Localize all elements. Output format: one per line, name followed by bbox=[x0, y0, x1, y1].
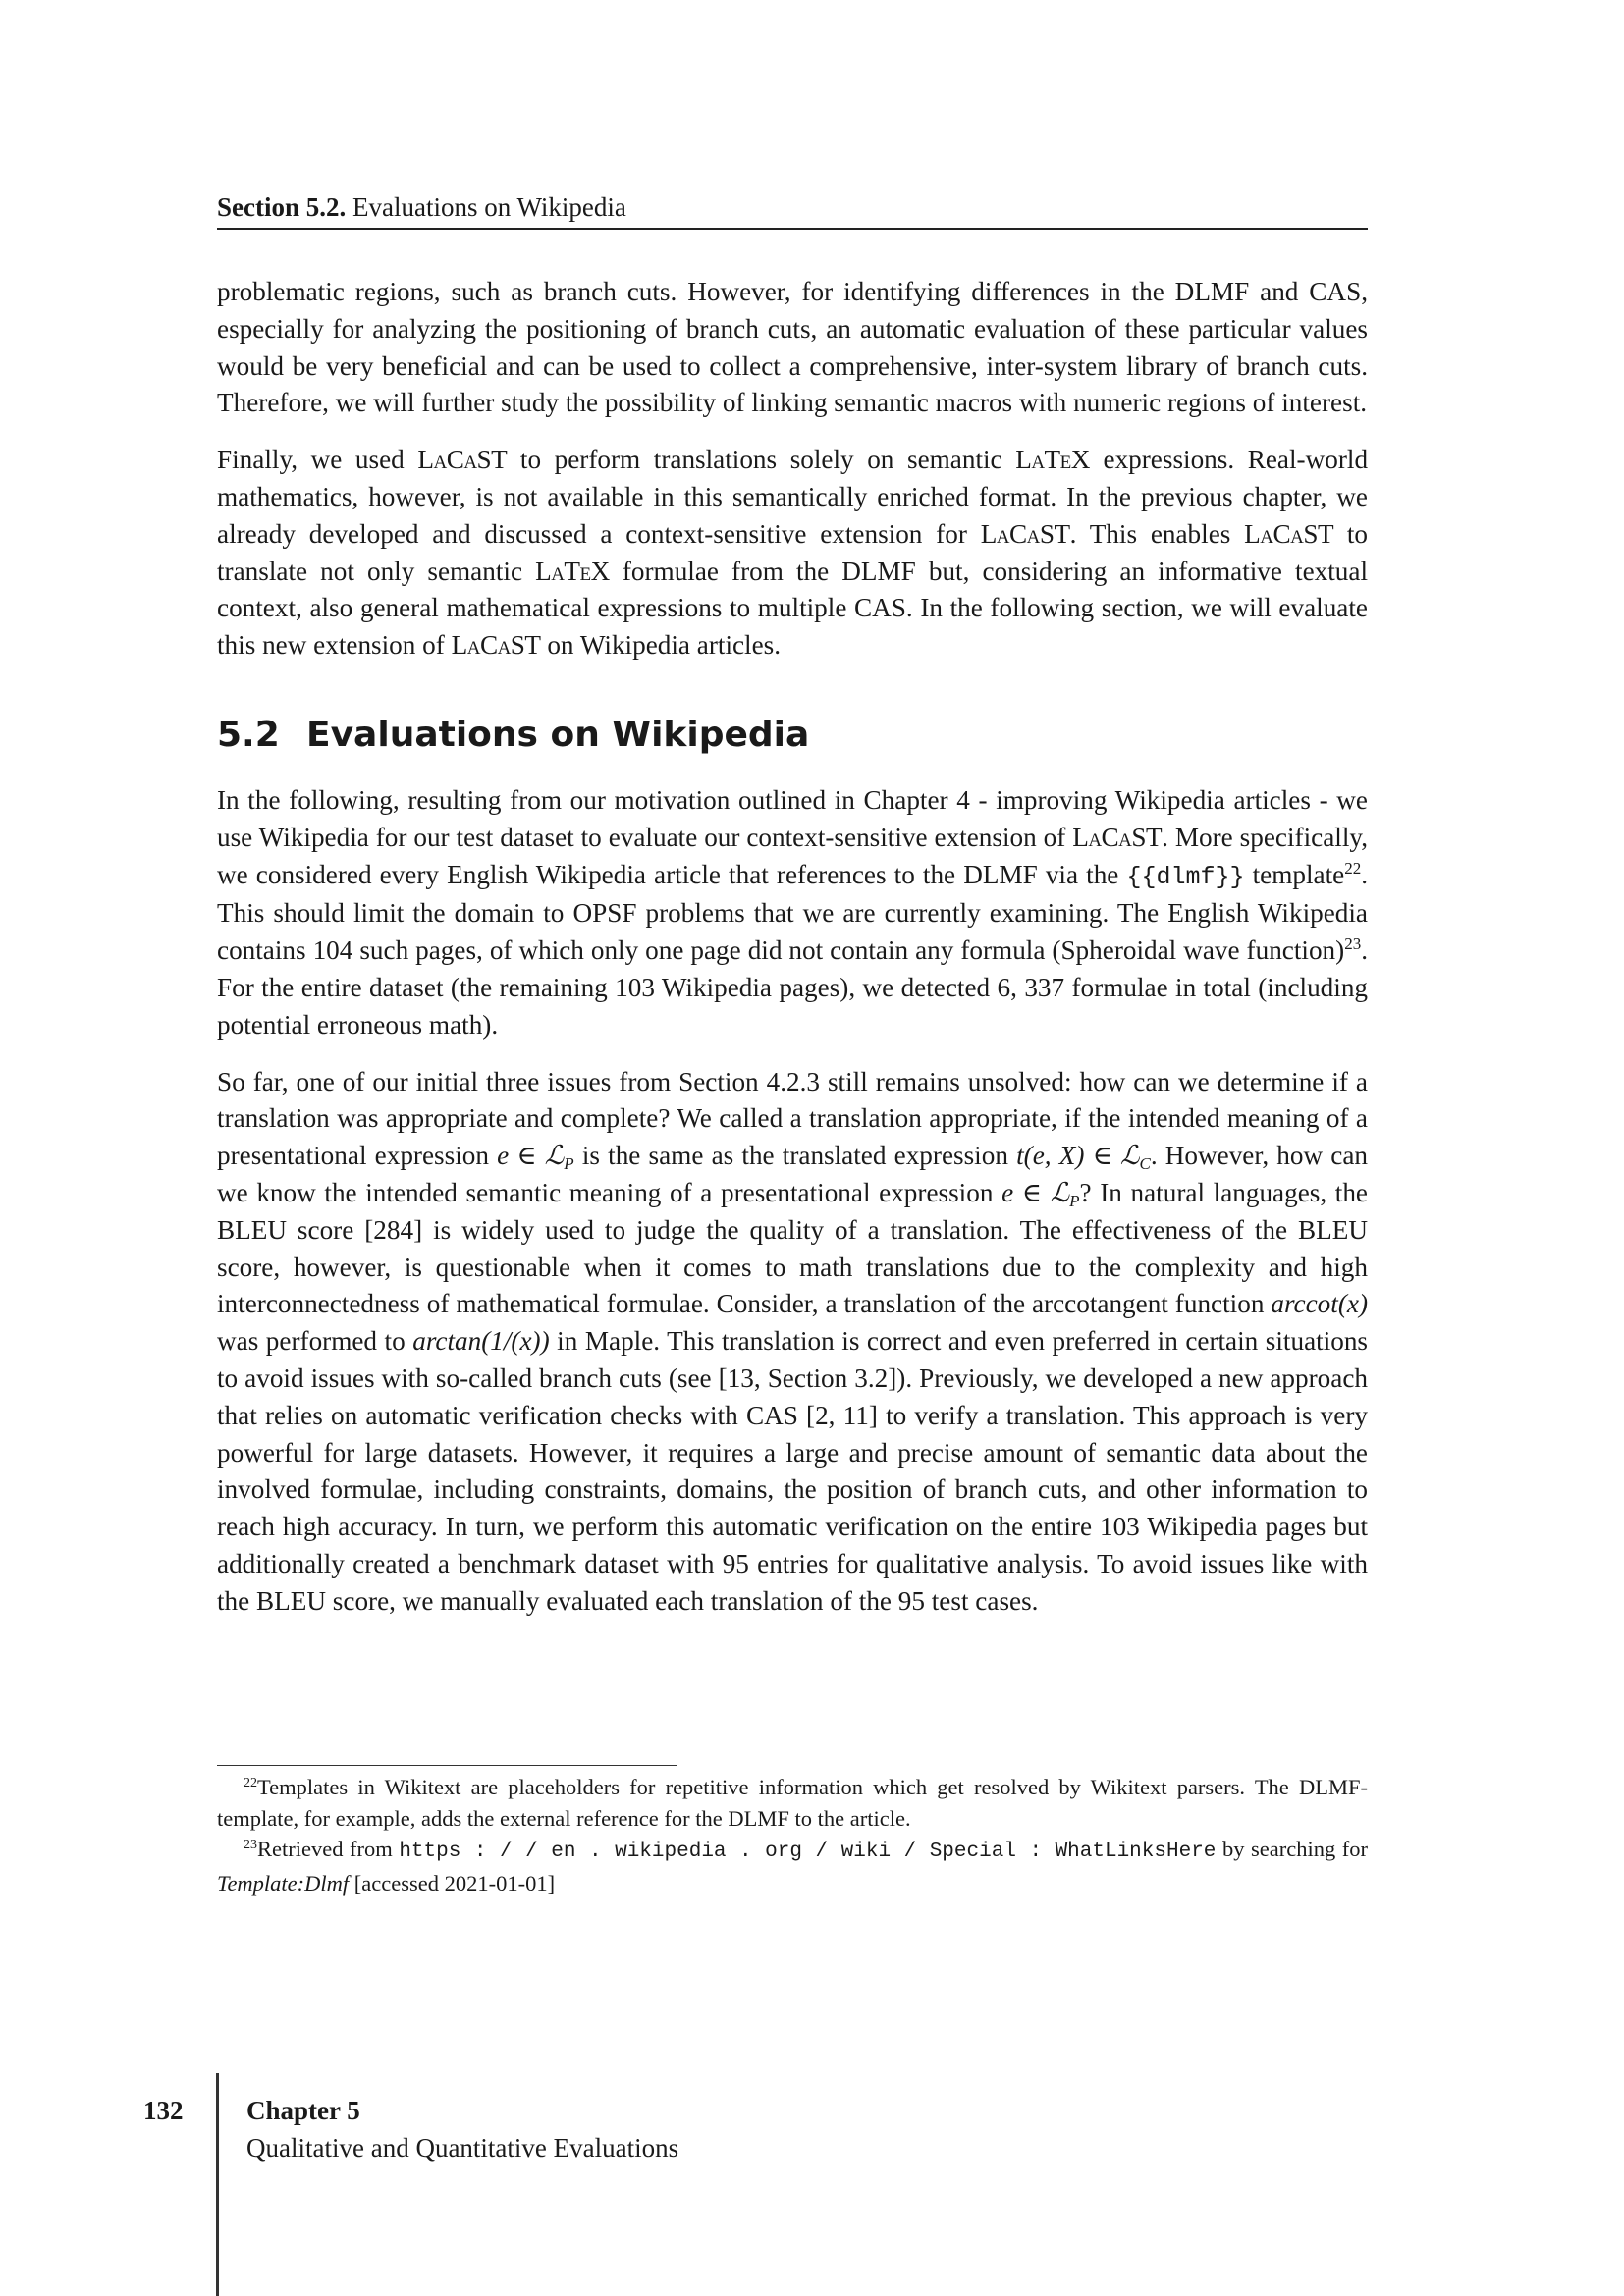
footnote-url-link[interactable]: https : / / en . wikipedia . org / wiki / Special : WhatLinksHere bbox=[399, 1841, 1217, 1863]
lacast-logo: LaCaST bbox=[980, 518, 1070, 549]
footnote-ref-22[interactable]: 22 bbox=[1344, 858, 1362, 878]
section-heading bbox=[217, 714, 1368, 757]
lacast-logo: LaCaST bbox=[417, 445, 508, 475]
lacast-logo: LaCaST bbox=[1072, 822, 1163, 852]
footnotes bbox=[217, 1772, 1368, 1898]
paragraph-wikipedia-dataset: In the following, resulting from our motivation outlined in Chapter 4 - improving Wikipedia articles - we use Wikipedia for our test dataset to evaluate our context-sensitive extension of LaCaST. More specifically, we considered every English Wikipedia article that references to the DLMF via the {{dlmf}} template$^{22}$. This should limit the domain to OPSF problems that we are currently examining. The English Wikipedia contains 104 such pages, of which only one page did not contain any formula (Spheroidal wave function)$^{23}$. For the entire dataset (the remaining 103 Wikipedia pages), we detected 6, 337 formulae in total (including potential erroneous math). bbox=[217, 784, 1369, 1040]
latex-logo: LaTeX bbox=[535, 556, 610, 586]
page-number: 132 bbox=[143, 2096, 184, 2125]
body-text bbox=[217, 274, 1368, 1640]
math-expression: t(e, X) ∈ ℒ$_C$ bbox=[1016, 1141, 1151, 1174]
footer-chapter-title: Qualitative and Quantitative Evaluations bbox=[246, 2133, 679, 2163]
math-expression: e ∈ ℒ$_P$ bbox=[497, 1141, 574, 1174]
running-head-section-title: Evaluations on Wikipedia bbox=[352, 192, 626, 222]
math-expression: arccot(x) bbox=[1271, 1289, 1368, 1319]
lacast-logo: LaCaST bbox=[1244, 518, 1334, 549]
footer-divider bbox=[216, 2073, 219, 2296]
footnote-rule bbox=[217, 1765, 677, 1766]
footer-chapter-label: Chapter 5 bbox=[246, 2096, 360, 2125]
formula-count: 6, 337 bbox=[997, 972, 1065, 1002]
footnote-23: $^{23}$Retrieved from https : / / en . wikipedia . org / wiki / Special : WhatLinksHere by searching for Template:Dlmf [accessed 2021-01-01] bbox=[217, 1837, 1369, 1896]
footnote-ref-23[interactable]: 23 bbox=[1344, 934, 1362, 954]
footnote-22: $^{22}$Templates in Wikitext are placeholders for repetitive information which get resolved by Wikitext parsers. The DLMF-template, for example, adds the external reference for the DLMF to the article. bbox=[217, 1775, 1368, 1831]
running-head-section-label: Section 5.2. bbox=[217, 192, 347, 222]
footer-chapter bbox=[246, 2092, 678, 2166]
section-number: 5.2 bbox=[217, 714, 280, 755]
math-expression: e ∈ ℒ$_P$ bbox=[1001, 1177, 1080, 1210]
paragraph-lacast-translations: Finally, we used LaCaST to perform translations solely on semantic LaTeX expressions. Real-world mathematics, however, is not available in this semantically enriched format. In the previous chapter, we already developed and discussed a context-sensitive extension for LaCaST. This enables LaCaST to translate not only semantic LaTeX formulae from the DLMF but, considering an informative textual context, also general mathematical expressions to multiple CAS. In the following section, we will evaluate this new extension of LaCaST on Wikipedia articles. bbox=[217, 445, 1369, 661]
paragraph-translation-evaluation: So far, one of our initial three issues from Section 4.2.3 still remains unsolved: how can we determine if a translation was appropriate and complete? We called a translation appropriate, if the intended meaning of a presentational expression e ∈ ℒ$_P$ is the same as the translated expression t(e, X) ∈ ℒ$_C$. However, how can we know the intended semantic meaning of a presentational expression e ∈ ℒ$_P$? In natural languages, the BLEU score [284] is widely used to judge the quality of a translation. The effectiveness of the BLEU score, however, is questionable when it comes to math translations due to the complexity and high interconnectedness of mathematical formulae. Consider, a translation of the arccotangent function arccot(x) was performed to arctan(1/(x)) in Maple. This translation is correct and even preferred in certain situations to avoid issues with so-called branch cuts (see [13, Section 3.2]). Previously, we developed a new approach that relies on automatic verification checks with CAS [2, 11] to verify a translation. This approach is very powerful for large datasets. However, it requires a large and precise amount of semantic data about the involved formulae, including constraints, domains, the position of branch cuts, and other information to reach high accuracy. In turn, we perform this automatic verification on the entire 103 Wikipedia pages but additionally created a benchmark dataset with 95 entries for qualitative analysis. To avoid issues like with the BLEU score, we manually evaluated each translation of the 95 test cases. bbox=[217, 1066, 1369, 1616]
paragraph-branch-cuts: problematic regions, such as branch cuts. However, for identifying differences in the DLMF and CAS, especially for analyzing the positioning of branch cuts, an automatic evaluation of these particular values would be very beneficial and can be used to collect a comprehensive, inter-system library of branch cuts. Therefore, we will further study the possibility of linking semantic macros with numeric regions of interest. bbox=[217, 277, 1368, 418]
running-head bbox=[217, 189, 1368, 230]
section-title: Evaluations on Wikipedia bbox=[306, 714, 810, 755]
lacast-logo: LaCaST bbox=[451, 630, 541, 661]
latex-logo: LaTeX bbox=[1015, 445, 1090, 475]
math-expression: arctan(1/(x)) bbox=[412, 1326, 550, 1357]
dlmf-template-code: {{dlmf}} bbox=[1126, 862, 1245, 891]
